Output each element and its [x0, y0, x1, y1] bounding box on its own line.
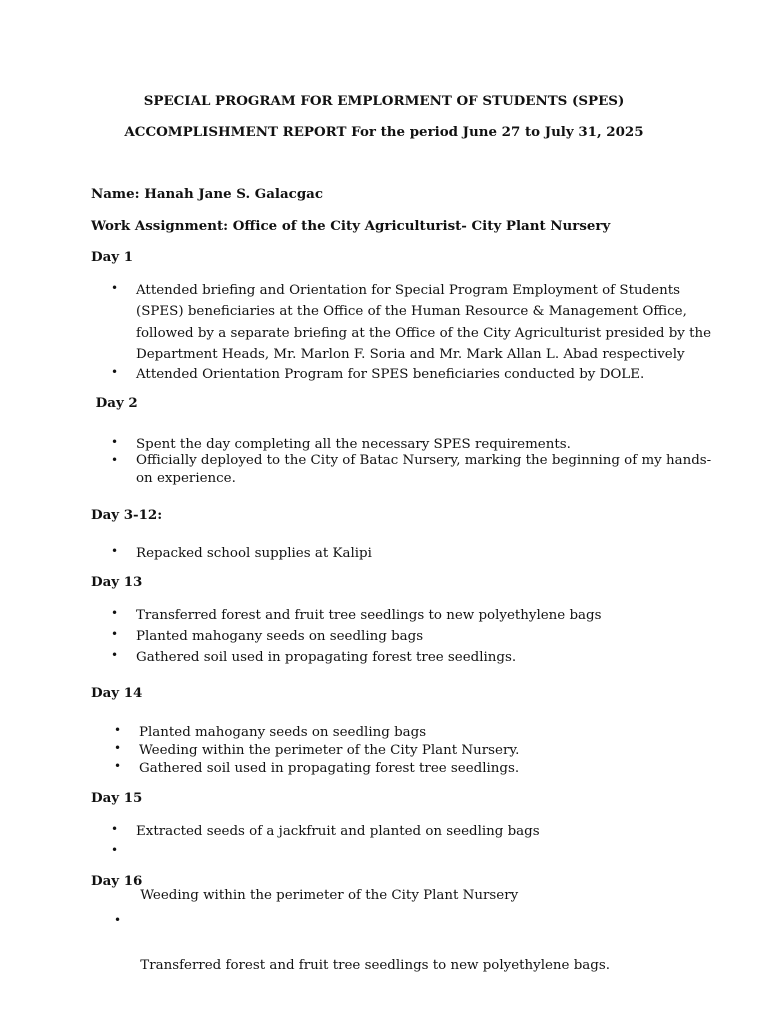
day-heading: Day 15	[91, 790, 143, 806]
list-item-line: Gathered soil used in propagating forest tree seedlings.	[139, 761, 520, 776]
list-item	[136, 364, 644, 385]
list-item	[136, 821, 540, 842]
list-item	[139, 758, 519, 779]
list-item-line: Gathered soil used in propagating forest tree seedlings.	[136, 650, 517, 665]
name-line: Name: Hanah Jane S. Galacgac	[91, 186, 324, 202]
day-heading: Day 13	[91, 574, 143, 590]
list-item-line: Weeding within the perimeter of the City Plant Nursery.	[139, 743, 520, 758]
bullet-icon: •	[111, 648, 119, 662]
list-item	[136, 605, 601, 626]
work-assignment-line: Work Assignment: Office of the City Agriculturist- City Plant Nursery	[91, 218, 611, 234]
list-item	[136, 626, 423, 647]
bullet-icon: •	[111, 606, 119, 620]
bullet-icon: •	[111, 544, 119, 558]
list-item	[136, 452, 711, 488]
list-item-line: Repacked school supplies at Kalipi	[136, 546, 372, 561]
bullet-icon: •	[114, 913, 122, 927]
bullet-icon: •	[111, 627, 119, 641]
list-item	[136, 543, 372, 564]
list-item-line: Spent the day completing all the necessary SPES requirements.	[136, 437, 571, 452]
list-item	[136, 647, 516, 668]
list-item-line: (SPES) beneficiaries at the Office of the Human Resource & Management Office,	[136, 304, 687, 320]
day-heading: Day 16	[91, 873, 143, 889]
list-item-line: Planted mahogany seeds on seedling bags	[136, 629, 424, 644]
list-item-line: followed by a separate briefing at the Office of the City Agriculturist presided by the	[136, 325, 712, 341]
list-item-line: Transferred forest and fruit tree seedlings to new polyethylene bags	[136, 608, 602, 623]
day-heading: Day 2	[91, 395, 138, 411]
day-heading: Day 1	[91, 249, 134, 265]
report-title-line-2: ACCOMPLISHMENT REPORT For the period June 27 to July 31, 2025	[124, 124, 644, 140]
list-item	[136, 912, 610, 1018]
list-item-line: Attended briefing and Orientation for Special Program Employment of Students	[136, 283, 680, 298]
list-item-line: Extracted seeds of a jackfruit and planted on seedling bags	[136, 824, 540, 839]
list-item-line: Weeding within the perimeter of the City Plant Nursery	[136, 887, 519, 903]
bullet-icon: •	[111, 453, 119, 467]
list-item-line: Officially deployed to the City of Batac Nursery, marking the beginning of my hands-	[136, 453, 712, 468]
bullet-icon: •	[111, 843, 119, 857]
report-title-line-1: SPECIAL PROGRAM FOR EMPLORMENT OF STUDENTS (SPES)	[143, 93, 625, 109]
list-item-line: Attended Orientation Program for SPES beneficiaries conducted by DOLE.	[136, 367, 645, 382]
bullet-icon: •	[111, 822, 119, 836]
list-item-line: Transferred forest and fruit tree seedlings to new polyethylene bags.	[136, 957, 610, 973]
day-heading: Day 14	[91, 685, 143, 701]
list-item-line: Planted mahogany seeds on seedling bags	[139, 725, 427, 740]
bullet-icon: •	[111, 281, 119, 295]
bullet-icon: •	[111, 435, 119, 449]
list-item-line: Department Heads, Mr. Marlon F. Soria and Mr. Mark Allan L. Abad respectively	[136, 346, 685, 362]
bullet-icon: •	[111, 365, 119, 379]
bullet-icon: •	[114, 723, 122, 737]
list-item-line: on experience.	[136, 471, 236, 486]
day-heading: Day 3-12:	[91, 507, 163, 523]
list-item	[136, 280, 711, 365]
bullet-icon: •	[114, 759, 122, 773]
bullet-icon: •	[114, 741, 122, 755]
